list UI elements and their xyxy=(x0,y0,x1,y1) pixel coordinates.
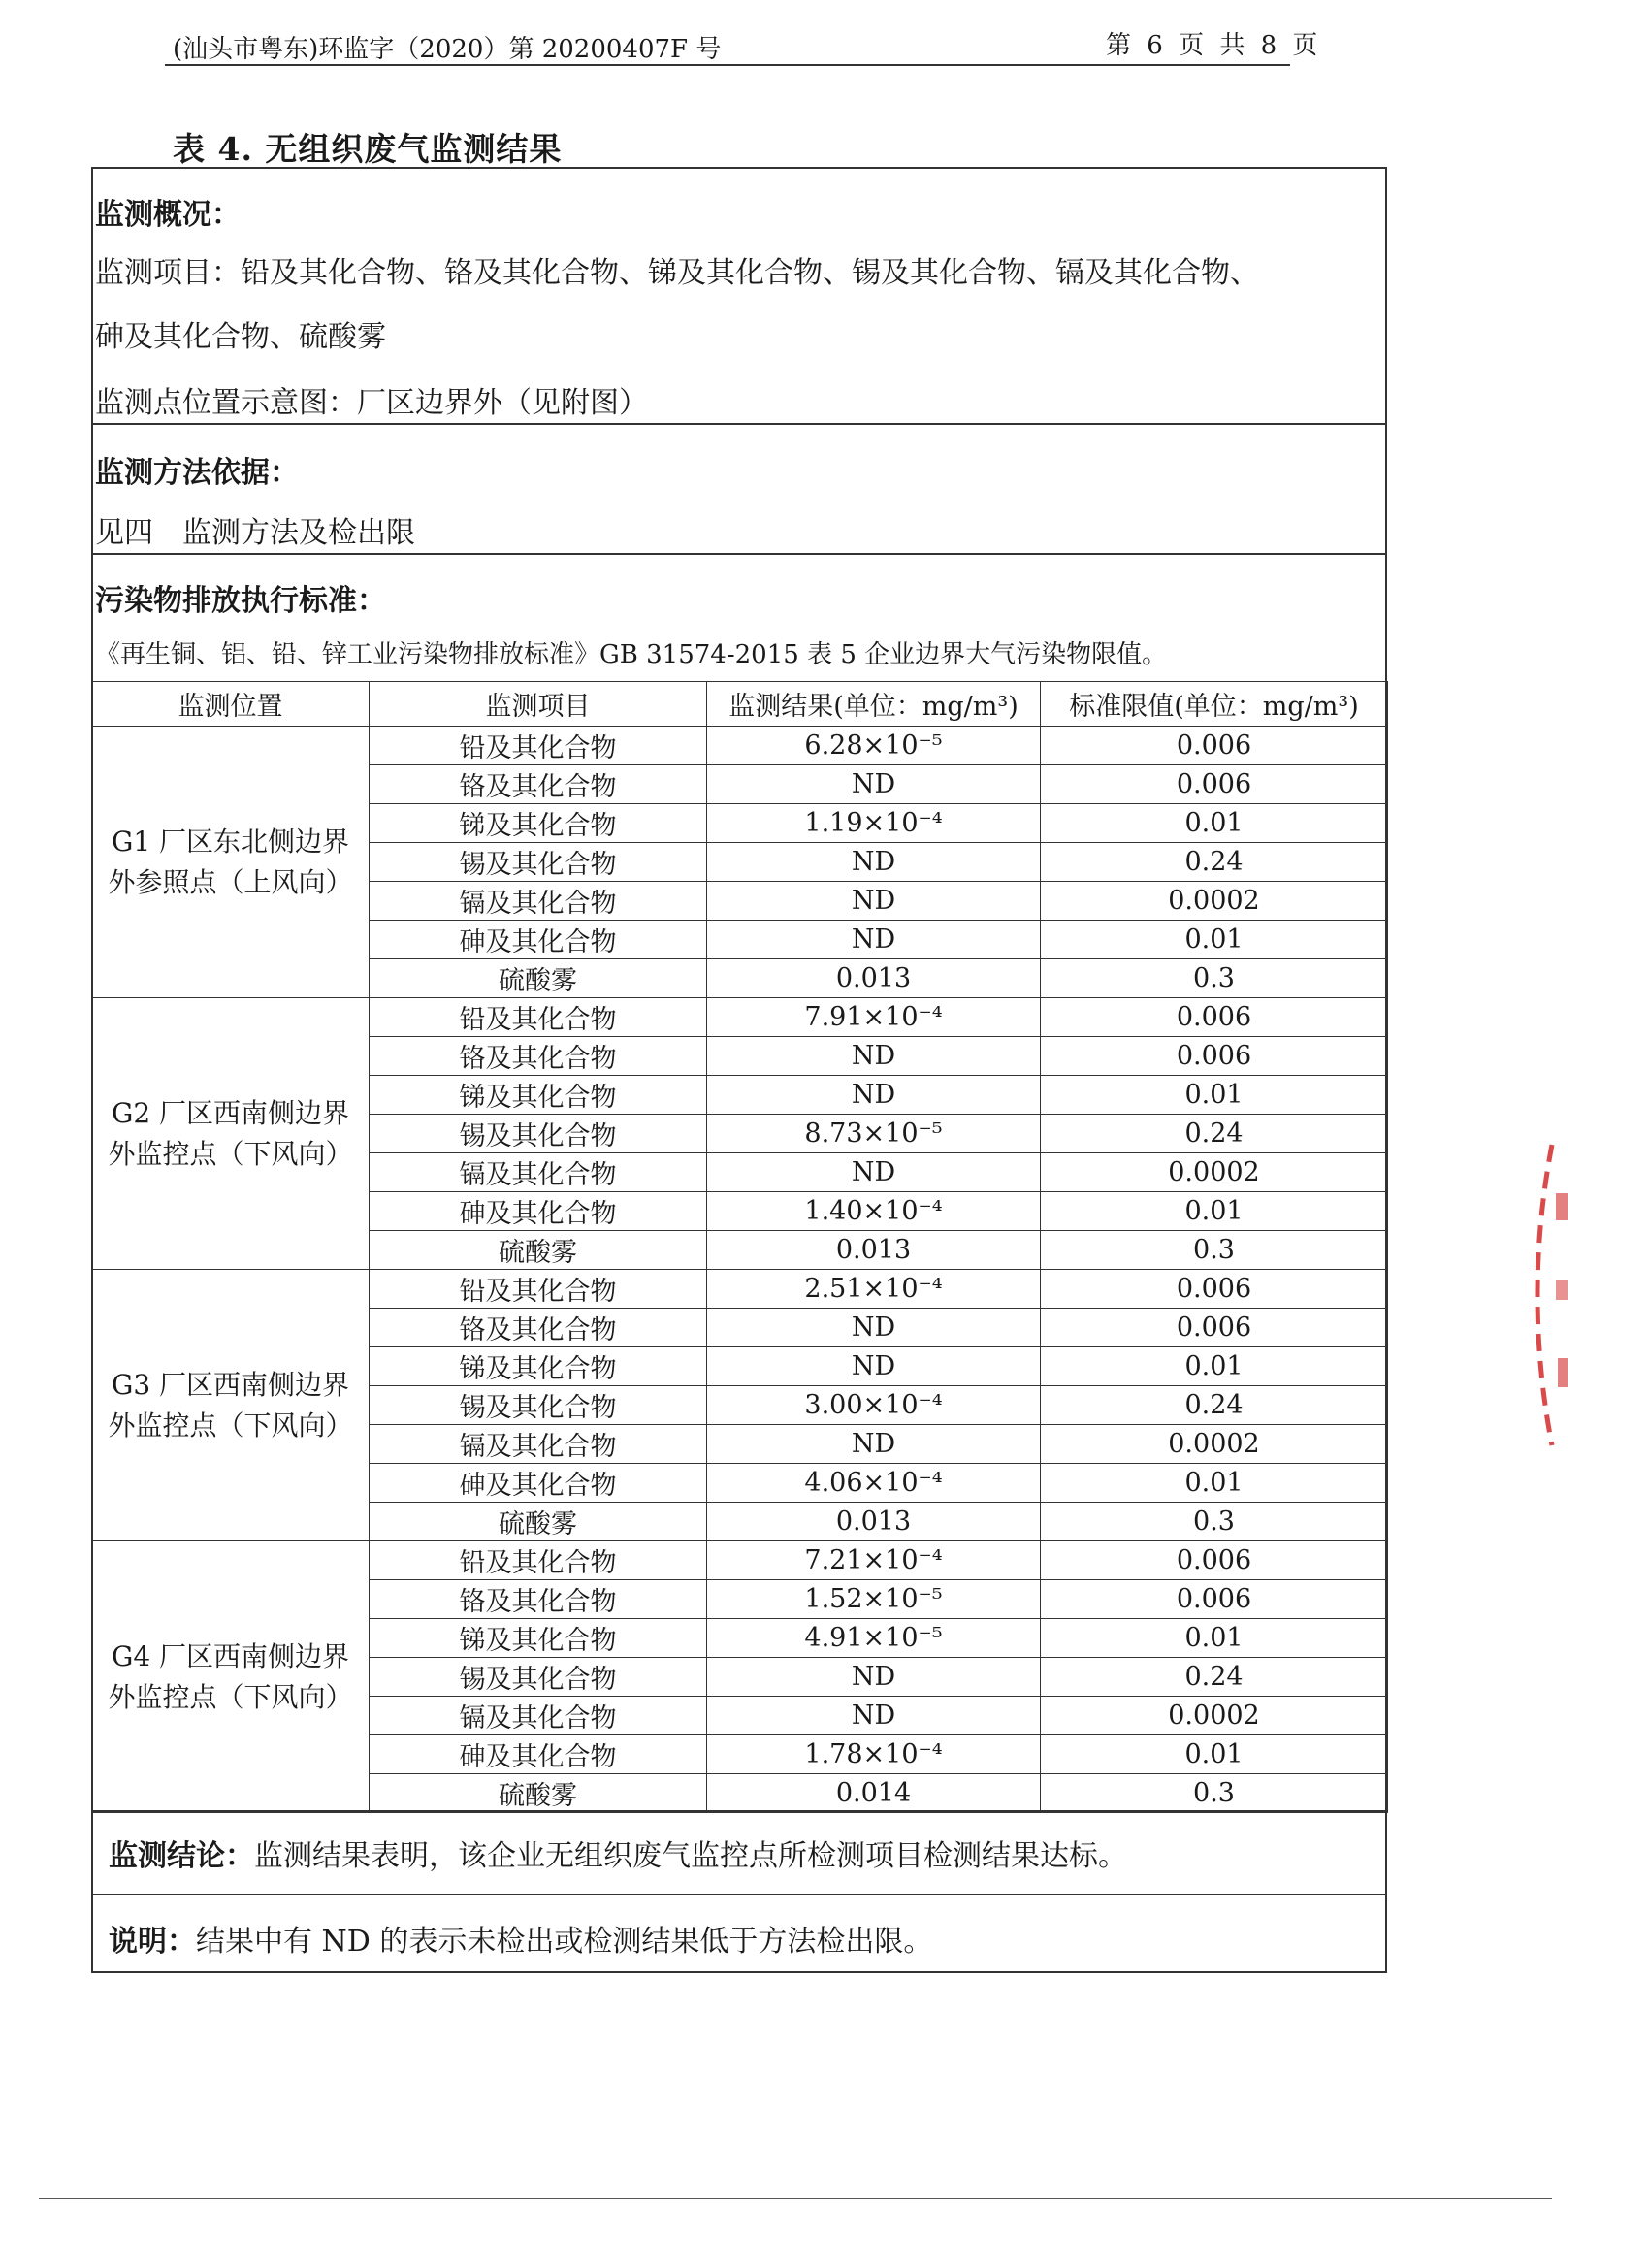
result-cell: 1.19×10⁻⁴ xyxy=(707,804,1041,843)
table-row xyxy=(92,1541,1388,1580)
limit-cell: 0.006 xyxy=(1041,1309,1388,1347)
item-cell: 砷及其化合物 xyxy=(370,1464,707,1503)
item-cell: 铅及其化合物 xyxy=(370,1541,707,1580)
item-cell: 锡及其化合物 xyxy=(370,1386,707,1425)
location-line: 外参照点（上风向） xyxy=(108,865,353,898)
limit-cell: 0.01 xyxy=(1041,1192,1388,1231)
limit-cell: 0.0002 xyxy=(1041,1697,1388,1735)
result-cell: ND xyxy=(707,1076,1041,1115)
header-page-number: 第 6 页 共 8 页 xyxy=(1106,31,1322,60)
item-cell: 锡及其化合物 xyxy=(370,843,707,882)
table-row xyxy=(92,727,1388,765)
result-cell: 0.013 xyxy=(707,959,1041,998)
item-cell: 铅及其化合物 xyxy=(370,727,707,765)
item-cell: 镉及其化合物 xyxy=(370,1425,707,1464)
result-cell: 1.40×10⁻⁴ xyxy=(707,1192,1041,1231)
overview-items-line2: 砷及其化合物、硫酸雾 xyxy=(95,320,386,354)
note xyxy=(109,1917,932,1960)
result-cell: 1.78×10⁻⁴ xyxy=(707,1735,1041,1774)
result-cell: 0.014 xyxy=(707,1774,1041,1813)
header-doc-number: (汕头市粤东)环监字（2020）第 20200407F 号 xyxy=(173,35,722,64)
item-cell: 锡及其化合物 xyxy=(370,1658,707,1697)
table-header-row xyxy=(92,682,1388,727)
limit-cell: 0.3 xyxy=(1041,959,1388,998)
overview-heading: 监测概况： xyxy=(95,198,241,232)
limit-cell: 0.01 xyxy=(1041,1735,1388,1774)
item-cell: 硫酸雾 xyxy=(370,1774,707,1813)
result-cell: 8.73×10⁻⁵ xyxy=(707,1115,1041,1153)
result-cell: 4.91×10⁻⁵ xyxy=(707,1619,1041,1658)
header-location: 监测位置 xyxy=(92,682,370,727)
item-cell: 硫酸雾 xyxy=(370,959,707,998)
result-cell: ND xyxy=(707,765,1041,804)
item-cell: 锑及其化合物 xyxy=(370,1347,707,1386)
limit-cell: 0.01 xyxy=(1041,1347,1388,1386)
header-rule xyxy=(165,64,1290,66)
result-cell: 3.00×10⁻⁴ xyxy=(707,1386,1041,1425)
monitoring-location-cell xyxy=(92,727,370,998)
note-text: 结果中有 ND 的表示未检出或检测结果低于方法检出限。 xyxy=(196,1925,933,1959)
note-label: 说明： xyxy=(109,1925,196,1959)
limit-cell: 0.006 xyxy=(1041,1037,1388,1076)
item-cell: 铬及其化合物 xyxy=(370,765,707,804)
result-cell: 6.28×10⁻⁵ xyxy=(707,727,1041,765)
limit-cell: 0.3 xyxy=(1041,1231,1388,1270)
overview-location: 监测点位置示意图：厂区边界外（见附图） xyxy=(95,386,648,420)
page-bottom-rule xyxy=(39,2198,1552,2199)
item-cell: 铅及其化合物 xyxy=(370,998,707,1037)
limit-cell: 0.3 xyxy=(1041,1503,1388,1541)
standard-text: 《再生铜、铝、铅、锌工业污染物排放标准》GB 31574-2015 表 5 企业边界大气污染物限值。 xyxy=(95,640,1168,669)
divider xyxy=(91,553,1387,555)
item-cell: 铬及其化合物 xyxy=(370,1580,707,1619)
location-line: G4 厂区西南侧边界 xyxy=(111,1639,350,1672)
limit-cell: 0.3 xyxy=(1041,1774,1388,1813)
limit-cell: 0.0002 xyxy=(1041,1425,1388,1464)
divider xyxy=(91,1810,1387,1812)
item-cell: 锑及其化合物 xyxy=(370,1619,707,1658)
item-cell: 砷及其化合物 xyxy=(370,1192,707,1231)
divider xyxy=(91,1894,1387,1895)
limit-cell: 0.006 xyxy=(1041,727,1388,765)
limit-cell: 0.01 xyxy=(1041,1076,1388,1115)
seal-stamp-icon xyxy=(1513,1135,1571,1455)
header-result: 监测结果(单位：mg/m³) xyxy=(707,682,1041,727)
monitoring-location-cell xyxy=(92,1541,370,1813)
table-title: 表 4. 无组织废气监测结果 xyxy=(173,130,563,168)
item-cell: 镉及其化合物 xyxy=(370,882,707,921)
item-cell: 硫酸雾 xyxy=(370,1231,707,1270)
monitoring-location-cell xyxy=(92,998,370,1270)
result-cell: 7.21×10⁻⁴ xyxy=(707,1541,1041,1580)
limit-cell: 0.01 xyxy=(1041,1619,1388,1658)
item-cell: 铬及其化合物 xyxy=(370,1037,707,1076)
item-cell: 硫酸雾 xyxy=(370,1503,707,1541)
result-cell: ND xyxy=(707,1697,1041,1735)
conclusion-label: 监测结论： xyxy=(109,1839,254,1873)
result-cell: ND xyxy=(707,882,1041,921)
limit-cell: 0.24 xyxy=(1041,1115,1388,1153)
location-line: 外监控点（下风向） xyxy=(108,1409,353,1442)
result-cell: 0.013 xyxy=(707,1231,1041,1270)
result-cell: ND xyxy=(707,1347,1041,1386)
result-cell: ND xyxy=(707,1153,1041,1192)
method-text: 见四 监测方法及检出限 xyxy=(95,516,415,550)
result-cell: 0.013 xyxy=(707,1503,1041,1541)
monitoring-location-cell xyxy=(92,1270,370,1541)
limit-cell: 0.006 xyxy=(1041,765,1388,804)
limit-cell: 0.01 xyxy=(1041,804,1388,843)
item-cell: 镉及其化合物 xyxy=(370,1697,707,1735)
table-row xyxy=(92,1270,1388,1309)
limit-cell: 0.0002 xyxy=(1041,882,1388,921)
result-cell: ND xyxy=(707,1425,1041,1464)
result-cell: ND xyxy=(707,843,1041,882)
item-cell: 砷及其化合物 xyxy=(370,1735,707,1774)
item-cell: 砷及其化合物 xyxy=(370,921,707,959)
item-cell: 铬及其化合物 xyxy=(370,1309,707,1347)
item-cell: 锑及其化合物 xyxy=(370,1076,707,1115)
limit-cell: 0.24 xyxy=(1041,1658,1388,1697)
result-cell: ND xyxy=(707,1037,1041,1076)
result-cell: ND xyxy=(707,921,1041,959)
item-cell: 锑及其化合物 xyxy=(370,804,707,843)
location-line: G2 厂区西南侧边界 xyxy=(111,1096,350,1129)
location-line: G3 厂区西南侧边界 xyxy=(111,1368,350,1401)
result-cell: 4.06×10⁻⁴ xyxy=(707,1464,1041,1503)
table-row xyxy=(92,998,1388,1037)
limit-cell: 0.01 xyxy=(1041,1464,1388,1503)
result-cell: ND xyxy=(707,1658,1041,1697)
limit-cell: 0.01 xyxy=(1041,921,1388,959)
results-table xyxy=(91,681,1388,1813)
limit-cell: 0.24 xyxy=(1041,1386,1388,1425)
item-cell: 镉及其化合物 xyxy=(370,1153,707,1192)
location-line: 外监控点（下风向） xyxy=(108,1137,353,1170)
header-item: 监测项目 xyxy=(370,682,707,727)
limit-cell: 0.006 xyxy=(1041,1270,1388,1309)
method-heading: 监测方法依据： xyxy=(95,456,299,490)
item-cell: 锡及其化合物 xyxy=(370,1115,707,1153)
limit-cell: 0.006 xyxy=(1041,1580,1388,1619)
standard-heading: 污染物排放执行标准： xyxy=(95,584,386,618)
limit-cell: 0.0002 xyxy=(1041,1153,1388,1192)
conclusion-text: 监测结果表明，该企业无组织废气监控点所检测项目检测结果达标。 xyxy=(254,1839,1127,1873)
header-limit: 标准限值(单位：mg/m³) xyxy=(1041,682,1388,727)
overview-items-line1: 监测项目：铅及其化合物、铬及其化合物、锑及其化合物、锡及其化合物、镉及其化合物、 xyxy=(95,256,1259,290)
limit-cell: 0.006 xyxy=(1041,998,1388,1037)
item-cell: 铅及其化合物 xyxy=(370,1270,707,1309)
divider xyxy=(91,423,1387,425)
limit-cell: 0.24 xyxy=(1041,843,1388,882)
result-cell: 7.91×10⁻⁴ xyxy=(707,998,1041,1037)
location-line: 外监控点（下风向） xyxy=(108,1680,353,1713)
result-cell: ND xyxy=(707,1309,1041,1347)
conclusion xyxy=(109,1831,1127,1874)
result-cell: 1.52×10⁻⁵ xyxy=(707,1580,1041,1619)
limit-cell: 0.006 xyxy=(1041,1541,1388,1580)
location-line: G1 厂区东北侧边界 xyxy=(111,825,350,858)
result-cell: 2.51×10⁻⁴ xyxy=(707,1270,1041,1309)
